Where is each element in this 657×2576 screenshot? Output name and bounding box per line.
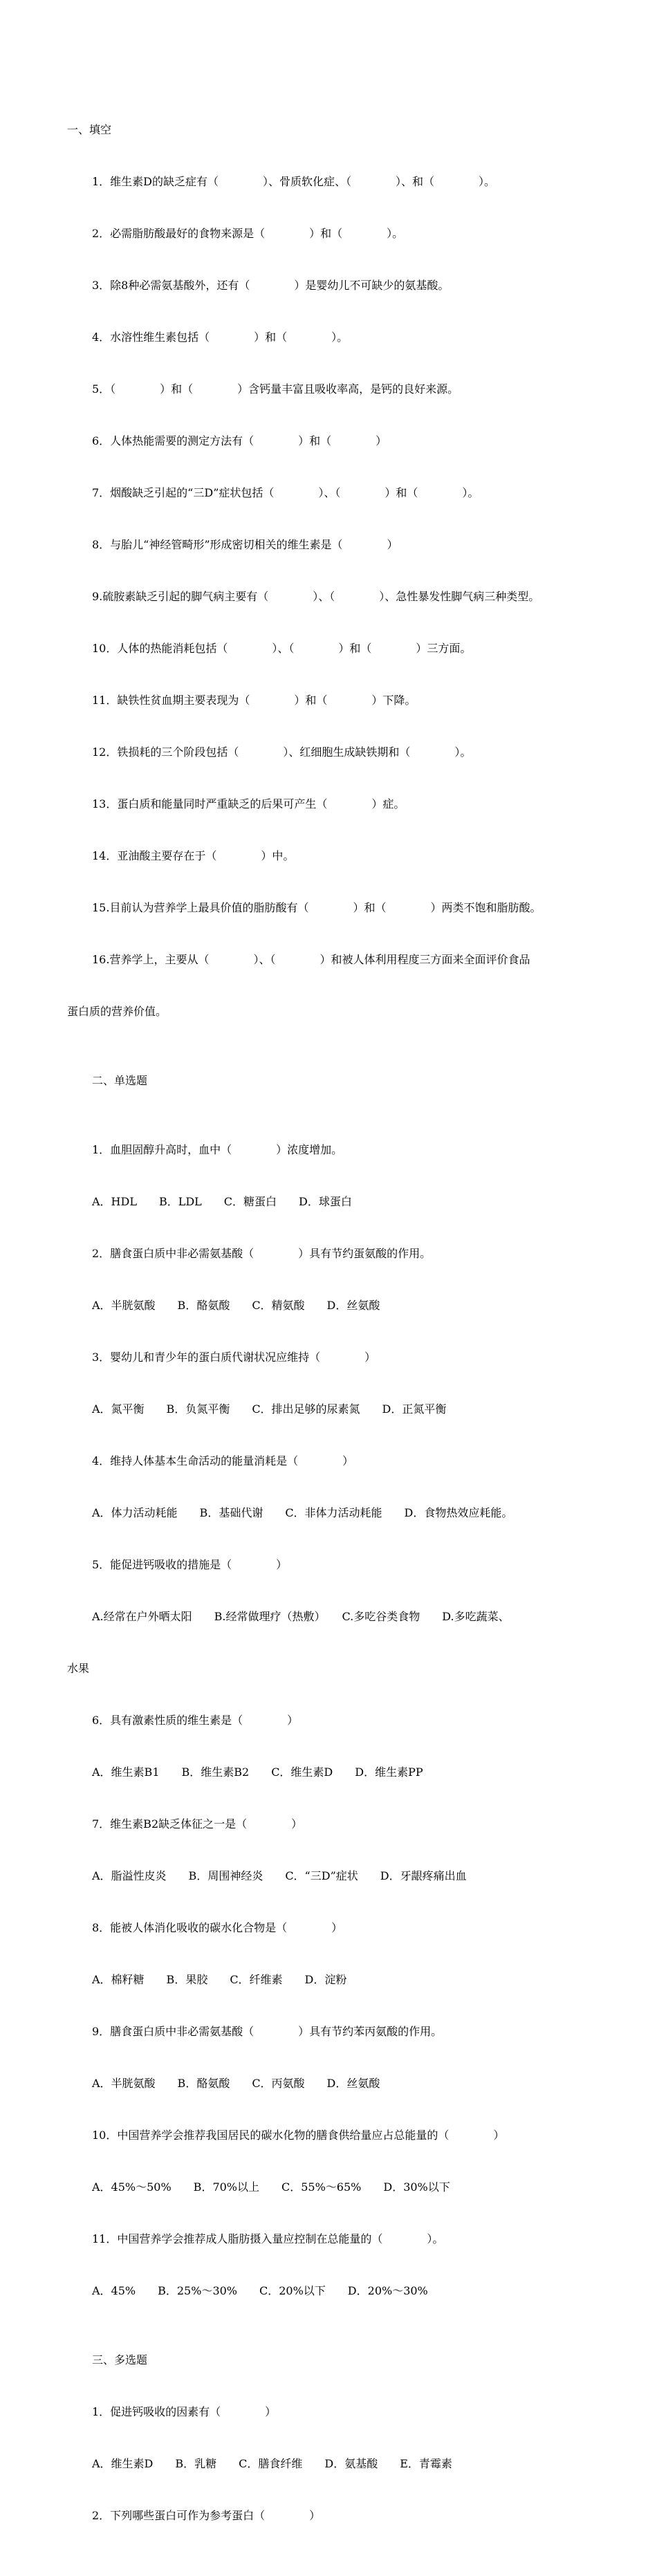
fill-item-1: 1．维生素D的缺乏症有（ ）、骨质软化症、（ ）、和（ ）。: [92, 175, 496, 188]
single-options-9: A．半胱氨酸 B．酪氨酸 C．丙氨酸 D．丝氨酸: [92, 2077, 380, 2090]
single-options-8: A．棉籽糖 B．果胶 C．纤维素 D．淀粉: [92, 1973, 347, 1986]
single-question-1: 1．血胆固醇升高时，血中（ ）浓度增加。: [92, 1143, 343, 1156]
single-question-2: 2．膳食蛋白质中非必需氨基酸（ ）具有节约蛋氨酸的作用。: [92, 1247, 432, 1260]
multi-options-1: A．维生素D B．乳糖 C．膳食纤维 D．氨基酸 E．青霉素: [92, 2457, 452, 2470]
fill-item-11: 11．缺铁性贫血期主要表现为（ ）和（ ）下降。: [92, 694, 416, 707]
single-question-3: 3．婴幼儿和青少年的蛋白质代谢状况应维持（ ）: [92, 1351, 376, 1364]
single-options-2: A．半胱氨酸 B．酪氨酸 C．精氨酸 D．丝氨酸: [92, 1299, 380, 1312]
fill-item-2: 2．必需脂肪酸最好的食物来源是（ ）和（ ）。: [92, 227, 404, 240]
fill-item-12: 12．铁损耗的三个阶段包括（ ）、红细胞生成缺铁期和（ ）。: [92, 745, 472, 759]
single-question-5: 5．能促进钙吸收的措施是（ ）: [92, 1558, 288, 1571]
single-question-6: 6．具有激素性质的维生素是（ ）: [92, 1714, 299, 1727]
fill-item-3: 3．除8种必需氨基酸外，还有（ ）是婴幼儿不可缺少的氨基酸。: [92, 279, 450, 292]
single-options-7: A．脂溢性皮炎 B．周围神经炎 C．“三D”症状 D．牙龈疼痛出血: [92, 1869, 467, 1882]
single-options-1: A．HDL B．LDL C．糖蛋白 D．球蛋白: [92, 1195, 352, 1208]
single-question-8: 8．能被人体消化吸收的碳水化合物是（ ）: [92, 1921, 343, 1934]
single-options-3: A．氮平衡 B．负氮平衡 C．排出足够的尿素氮 D．正氮平衡: [92, 1402, 447, 1416]
fill-item-7: 7．烟酸缺乏引起的“三D”症状包括（ ）、（ ）和（ ）。: [92, 486, 479, 499]
multi-question-1: 1．促进钙吸收的因素有（ ）: [92, 2405, 277, 2418]
fill-item-15: 15.目前认为营养学上最具价值的脂肪酸有（ ）和（ ）两类不饱和脂肪酸。: [92, 901, 542, 914]
section-title-fill: 一、填空: [67, 123, 112, 136]
fill-item-16-continuation: 蛋白质的营养价值。: [67, 1005, 167, 1018]
single-options-4: A．体力活动耗能 B．基础代谢 C．非体力活动耗能 D．食物热效应耗能。: [92, 1506, 513, 1519]
single-options-5: A.经常在户外晒太阳 B.经常做理疗（热敷） C.多吃谷类食物 D.多吃蔬菜、: [92, 1610, 510, 1623]
fill-item-6: 6．人体热能需要的测定方法有（ ）和（ ）: [92, 434, 387, 447]
single-options-6: A．维生素B1 B．维生素B2 C．维生素D D．维生素PP: [92, 1766, 423, 1779]
single-options-10: A．45%～50% B．70%以上 C．55%～65% D．30%以下: [92, 2180, 450, 2194]
fill-item-9: 9.硫胺素缺乏引起的脚气病主要有（ ）、（ ）、急性暴发性脚气病三种类型。: [92, 590, 540, 603]
single-question-11: 11．中国营养学会推荐成人脂肪摄入量应控制在总能量的（ ）。: [92, 2232, 444, 2245]
single-options-11: A．45% B．25%～30% C．20%以下 D．20%～30%: [92, 2284, 428, 2297]
single-question-9: 9．膳食蛋白质中非必需氨基酸（ ）具有节约苯丙氨酸的作用。: [92, 2025, 443, 2038]
single-question-4: 4．维持人体基本生命活动的能量消耗是（ ）: [92, 1454, 354, 1467]
multi-question-2: 2．下列哪些蛋白可作为参考蛋白（ ）: [92, 2509, 321, 2522]
fill-item-4: 4．水溶性维生素包括（ ）和（ ）。: [92, 331, 349, 344]
section-title-single: 二、单选题: [92, 1074, 148, 1087]
fill-item-13: 13．蛋白质和能量同时严重缺乏的后果可产生（ ）症。: [92, 797, 405, 810]
fill-item-8: 8．与胎儿“神经管畸形”形成密切相关的维生素是（ ）: [92, 538, 398, 551]
section-title-multi: 三、多选题: [92, 2353, 148, 2366]
single-question-7: 7．维生素B2缺乏体征之一是（ ）: [92, 1817, 303, 1831]
fill-item-14: 14．亚油酸主要存在于（ ）中。: [92, 849, 295, 862]
single-options-5-continuation: 水果: [67, 1662, 90, 1675]
single-question-10: 10．中国营养学会推荐我国居民的碳水化物的膳食供给量应占总能量的（ ）: [92, 2129, 505, 2142]
fill-item-10: 10．人体的热能消耗包括（ ）、（ ）和（ ）三方面。: [92, 642, 472, 655]
fill-item-5: 5．（ ）和（ ）含钙量丰富且吸收率高，是钙的良好来源。: [92, 382, 459, 396]
fill-item-16: 16.营养学上，主要从（ ）、（ ）和被人体利用程度三方面来全面评价食品: [92, 953, 530, 966]
document-body: [67, 69, 607, 2576]
